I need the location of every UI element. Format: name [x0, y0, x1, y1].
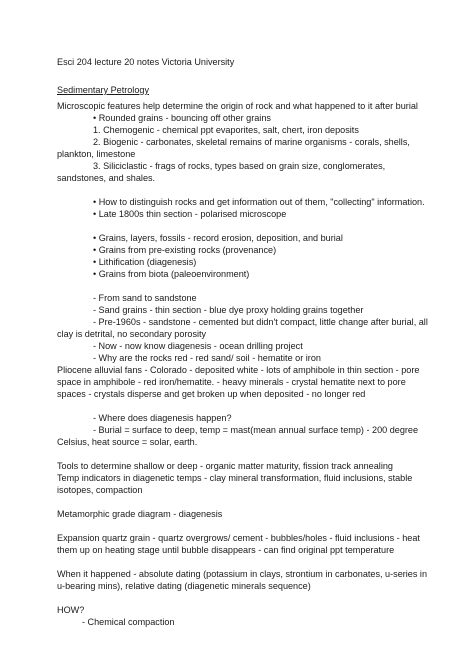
dash-line: - Sand grains - thin section - blue dye proxy holding grains together [93, 305, 364, 315]
dash-line: - Chemical compaction [82, 617, 175, 627]
text-line: plankton, limestone [57, 149, 136, 159]
section-heading: Sedimentary Petrology [57, 85, 149, 95]
text-line: Expansion quartz grain - quartz overgrows/ cement - bubbles/holes - fluid inclusions - heat [57, 533, 420, 543]
document-title: Esci 204 lecture 20 notes Victoria University [57, 57, 235, 67]
bullet-line: • Lithification (diagenesis) [93, 257, 197, 267]
text-line: sandstones, and shales. [57, 173, 156, 183]
text-line: isotopes, compaction [57, 485, 143, 495]
bullet-line: • Grains from pre-existing rocks (provenance) [93, 245, 277, 255]
text-line: HOW? [57, 605, 85, 615]
list-item: 1. Chemogenic - chemical ppt evaporites, salt, chert, iron deposits [93, 125, 359, 135]
text-line: Temp indicators in diagenetic temps - clay mineral transformation, fluid inclusions, stable [57, 473, 413, 483]
text-line: Celsius, heat source = solar, earth. [57, 437, 198, 447]
text-line: Tools to determine shallow or deep - organic matter maturity, fission track annealing [57, 461, 393, 471]
list-item: 2. Biogenic - carbonates, skeletal remains of marine organisms - corals, shells, [93, 137, 410, 147]
text-line: When it happened - absolute dating (potassium in clays, strontium in carbonates, u-series in [57, 569, 428, 579]
dash-line: - Burial = surface to deep, temp = mast(mean annual surface temp) - 200 degree [93, 425, 419, 435]
dash-line: - Now - now know diagenesis - ocean drilling project [93, 341, 303, 351]
text-line: them up on heating stage until bubble disappears - can find original ppt temperature [57, 545, 395, 555]
bullet-line: • How to distinguish rocks and get information out of them, "collecting" information. [93, 197, 425, 207]
text-line: spaces - crystals disperse and get broken up when deposited - no longer red [57, 389, 366, 399]
bullet-line: • Rounded grains - bouncing off other grains [93, 113, 271, 123]
dash-line: - From sand to sandstone [93, 293, 197, 303]
bullet-line: • Late 1800s thin section - polarised microscope [93, 209, 287, 219]
text-line: Pliocene alluvial fans - Colorado - deposited white - lots of amphibole in thin section - pore [57, 365, 420, 375]
bullet-line: • Grains, layers, fossils - record erosion, deposition, and burial [93, 233, 343, 243]
dash-line: - Why are the rocks red - red sand/ soil - hematite or iron [93, 353, 321, 363]
dash-line: - Pre-1960s - sandstone - cemented but didn't compact, little change after burial, all [93, 317, 428, 327]
text-line: Metamorphic grade diagram - diagenesis [57, 509, 223, 519]
list-item: 3. Siliciclastic - frags of rocks, types based on grain size, conglomerates, [93, 161, 386, 171]
bullet-line: • Grains from biota (paleoenvironment) [93, 269, 250, 279]
text-line: clay is detrital, no secondary porosity [57, 329, 207, 339]
text-line: space in amphibole - red iron/hematite. - heavy minerals - crystal hematite next to pore [57, 377, 406, 387]
text-line: u-bearing mins), relative dating (diagenetic minerals sequence) [57, 581, 311, 591]
text-line: Microscopic features help determine the origin of rock and what happened to it after burial [57, 101, 418, 111]
dash-line: - Where does diagenesis happen? [93, 413, 232, 423]
